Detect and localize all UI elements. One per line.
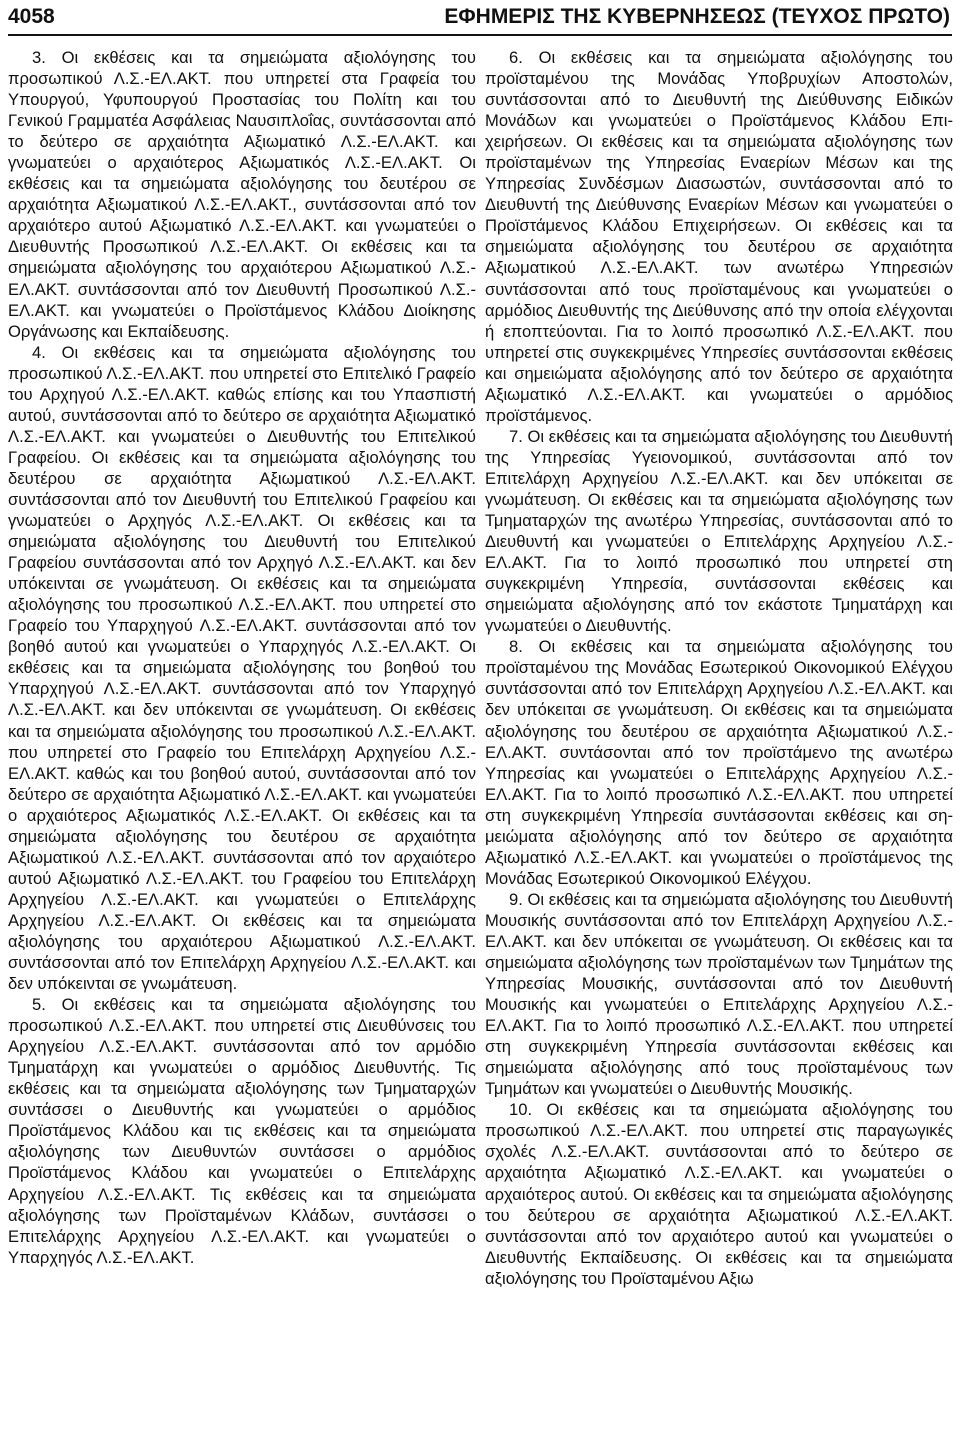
left-column	[8, 47, 476, 1268]
header-divider	[8, 34, 952, 36]
paragraph-10: 10. Οι εκθέσεις και τα σημειώματα αξιολόγησης του προσωπικού Λ.Σ.-ΕΛ.ΑΚΤ. που υπηρετεί στις παραγωγικές σχολές Λ.Σ.-ΕΛ.ΑΚΤ. συντάσσονται από το δεύτερο σε αρχαιότητα Αξιωματικό Λ.Σ.-ΕΛ.ΑΚΤ. και γνωματεύει ο αρχαιότερος αυτού. Οι εκθέσεις και τα σημειώματα αξιολόγησης του δεύτερου σε αρχαιότητα Αξιωματικού Λ.Σ.-ΕΛ.ΑΚΤ. συντάσσονται από τον αρχαιότερο αυτού και γνωματεύει ο Διευθυντής Εκπαίδευσης. Οι εκθέσεις και τα σημειώματα αξιολόγησης του Προϊσταμένου Αξιω	[485, 1100, 953, 1288]
paragraph-3: 3. Οι εκθέσεις και τα σημειώματα αξιολόγησης του προσωπικού Λ.Σ.-ΕΛ.ΑΚΤ. που υπηρετεί στα Γραφεία του Υπουργού, Υφυπουργού Προστασίας του Πολίτη και του Γενικού Γραμματέα Ασφάλειας Ναυσιπλοΐας, συντάσσονται από το δεύτερο σε αρχαιότητα Αξιωματικό Λ.Σ.-ΕΛ.ΑΚΤ. και γνωματεύει ο αρχαιότερος Αξιωματικός Λ.Σ.-ΕΛ.ΑΚΤ. Οι εκθέσεις και τα σημειώματα αξιολόγησης του δευτέρου σε αρχαιότητα Αξιωματικού Λ.Σ.-ΕΛ.ΑΚΤ., συντάσσονται από τον αρχαιότερο αυτού Αξιωματικό Λ.Σ.-ΕΛ.ΑΚΤ. και γνωματεύει ο Διευθυντής Προσωπικού Λ.Σ.-ΕΛ.ΑΚΤ. Οι εκθέσεις και τα σημειώματα αξιολόγησης του αρχαιότερου Αξιωματικού Λ.Σ.-ΕΛ.ΑΚΤ. συντάσσονται από τον Διευθυντή Προσωπικού Λ.Σ.-ΕΛ.ΑΚΤ. και γνωματεύει ο Προϊστάμενος Κλάδου Διοίκησης Οργάνωσης και Εκπαίδευσης.	[8, 48, 476, 341]
paragraph-9: 9. Οι εκθέσεις και τα σημειώματα αξιολόγησης του Διευθυντή Μουσικής συντάσσονται από τον Επιτελάρχη Αρχηγείου Λ.Σ.-ΕΛ.ΑΚΤ. και δεν υπόκειται σε γνωμάτευση. Οι εκθέσεις και τα σημειώματα αξιολόγησης των προϊσταμένων των Τμημάτων της Υπηρεσίας Μουσικής, συντάσσονται από τον Διευθυντή Μουσικής και γνωματεύει ο Επιτελάρχης Αρχηγείου Λ.Σ.-ΕΛ.ΑΚΤ. Για το λοιπό προσωπικό Λ.Σ.-ΕΛ.ΑΚΤ. που υπηρετεί στη συγκεκριμένη Υπηρεσία συντάσσονται εκθέσεις και σημειώματα αξιολόγησης από τους προϊσταμένους των Τμημάτων και γνωματεύει ο Διευθυντής Μουσικής.	[485, 889, 953, 1099]
paragraph-6: 6. Οι εκθέσεις και τα σημειώματα αξιολόγησης του προϊσταμένου της Μονάδας Υποβρυχίων Αποστολών, συντάσσονται από το Διευθυντή της Διεύθυνσης Ειδικών Μονάδων και γνωματεύει ο Προϊστάμενος Κλάδου Επιχειρήσεων. Οι εκθέσεις και τα σημειώματα αξιολόγησης των προϊσταμένων της Υπηρεσίας Εναερίων Μέσων και της Υπηρεσίας Συνδέσμων Διασωστών, συντάσσονται από το Διευθυντή της Διεύθυνσης Εναερίων Μέσων και γνωματεύει ο Προϊστάμενος Κλάδου Επιχειρήσεων. Οι εκθέσεις και τα σημειώματα αξιολόγησης του δευτέρου σε αρχαιότητα Αξιωματικού Λ.Σ.-ΕΛ.ΑΚΤ. των ανωτέρω Υπηρεσιών συντάσσονται από τους προϊσταμένους και γνωματεύει ο αρμόδιος Διευθυντής της Διεύθυνσης από την οποία ελέγχονται ή εποπτεύονται. Για το λοιπό προσωπικό Λ.Σ.-ΕΛ.ΑΚΤ. που υπηρετεί στις συγκεκριμένες Υπηρεσίες συντάσσονται εκθέσεις και σημειώματα αξιολόγησης από τον δεύτερο σε αρχαιότητα Αξιωματικό Λ.Σ.-ΕΛ.ΑΚΤ. και γνωματεύει ο αρμόδιος προϊστάμενος.	[485, 48, 953, 425]
page-header	[8, 2, 952, 32]
page-number: 4058	[8, 5, 55, 28]
paragraph-5: 5. Οι εκθέσεις και τα σημειώματα αξιολόγησης του προσωπικού Λ.Σ.-ΕΛ.ΑΚΤ. που υπηρετεί στις Διευθύνσεις του Αρχηγείου Λ.Σ.-ΕΛ.ΑΚΤ. συντάσσονται από τον αρμόδιο Τμηματάρχη και γνωματεύει ο αρμόδιος Διευθυντής. Τις εκθέσεις και τα σημειώματα αξιολόγησης των Τμηματαρχών συντάσσει ο Διευθυντής και γνωματεύει ο αρμόδιος Προϊστάμενος Κλάδου και τις εκθέσεις και τα σημειώματα αξιολόγησης των Διευθυντών συντάσσει ο αρμόδιος Προϊστάμενος Κλάδου και γνωματεύει ο Επιτελάρχης Αρχηγείου Λ.Σ.-ΕΛ.ΑΚΤ. Τις εκθέσεις και τα σημειώματα αξιολόγησης των Προϊσταμένων Κλάδων, συντάσσει ο Επιτελάρχης Αρχηγείου Λ.Σ.-ΕΛ.ΑΚΤ. και γνωματεύει ο Υπαρχηγός Λ.Σ.-ΕΛ.ΑΚΤ.	[8, 995, 476, 1267]
gazette-title: ΕΦΗΜΕΡΙΣ ΤΗΣ ΚΥΒΕΡΝΗΣΕΩΣ (ΤΕΥΧΟΣ ΠΡΩΤΟ)	[444, 5, 950, 28]
paragraph-4: 4. Οι εκθέσεις και τα σημειώματα αξιολόγησης του προσωπικού Λ.Σ.-ΕΛ.ΑΚΤ. που υπηρετεί στο Επιτελικό Γραφείο του Αρχηγού Λ.Σ.-ΕΛ.ΑΚΤ. καθώς επίσης και του Υπασπιστή αυτού, συντάσσονται από το δεύτερο σε αρχαιότητα Αξιωματικό Λ.Σ.-ΕΛ.ΑΚΤ. και γνωματεύει ο Διευθυντής του Επιτελικού Γραφείου. Οι εκθέσεις και τα σημειώματα αξιολόγησης του δευτέρου σε αρχαιότητα Αξιωματικού Λ.Σ.-ΕΛ.ΑΚΤ. συντάσσονται από τον Διευθυντή του Επιτελικού Γραφείου και γνωματεύει ο Αρχηγός Λ.Σ.-ΕΛ.ΑΚΤ. Οι εκθέσεις και τα σημειώματα αξιολόγησης του Διευθυντή του Επιτελικού Γραφείου συντάσσονται από τον Αρχηγό Λ.Σ.-ΕΛ.ΑΚΤ. και δεν υπόκεινται σε γνωμάτευση. Οι εκθέσεις και τα σημειώματα αξιολόγησης του προσωπικού Λ.Σ.-ΕΛ.ΑΚΤ. που υπηρετεί στο Γραφείο του Υπαρχηγού Λ.Σ.-ΕΛ.ΑΚΤ. συντάσσονται από τον βοηθό αυτού και γνωματεύει ο Υπαρχηγός Λ.Σ.-ΕΛ.ΑΚΤ. Οι εκθέσεις και τα σημειώματα αξιολόγησης του βοηθού του Υπαρχηγού Λ.Σ.-ΕΛ.ΑΚΤ. συντάσσονται από τον Υπαρχηγό Λ.Σ.-ΕΛ.ΑΚΤ. και δεν υπόκεινται σε γνωμάτευση. Οι εκθέσεις και τα σημειώματα αξιολόγησης του προσωπικού Λ.Σ.-ΕΛ.ΑΚΤ. που υπηρετεί στο Γραφείο του Επιτελάρχη Αρχηγείου Λ.Σ.-ΕΛ.ΑΚΤ. καθώς και του βοηθού αυτού, συντάσσονται από τον δεύτερο σε αρχαιότητα Αξιωματικό Λ.Σ.-ΕΛ.ΑΚΤ. και γνωματεύει ο αρχαιότερος Αξιωματικός Λ.Σ.-ΕΛ.ΑΚΤ. Οι εκθέσεις και τα σημειώματα αξιολόγησης του δευτέρου σε αρχαιότητα Αξιωματικού Λ.Σ.-ΕΛ.ΑΚΤ. συντάσσονται από τον αρχαιότερο αυτού Αξιωματικό Λ.Σ.-ΕΛ.ΑΚΤ. του Γραφείου του Επιτελάρχη Αρχηγείου Λ.Σ.-ΕΛ.ΑΚΤ. και γνωματεύει ο Επιτελάρχης Αρχηγείου Λ.Σ.-ΕΛ.ΑΚΤ. Οι εκθέσεις και τα σημειώματα αξιολόγησης του αρχαιότερου Αξιωματικού Λ.Σ.-ΕΛ.ΑΚΤ. συντάσσονται από τον Επιτελάρχη Αρχηγείου Λ.Σ.-ΕΛ.ΑΚΤ. και δεν υπόκεινται σε γνωμάτευση.	[8, 342, 476, 994]
paragraph-8: 8. Οι εκθέσεις και τα σημειώματα αξιολόγησης του προϊσταμένου της Μονάδας Εσωτερικού Οικονομικού Ελέγχου συντάσσονται από τον Επιτελάρχη Αρχηγείου Λ.Σ.-ΕΛ.ΑΚΤ. και δεν υπόκειται σε γνωμάτευση. Οι εκθέσεις και τα σημειώματα αξιολόγησης του δευτέρου σε αρχαιότητα Αξιωματικού Λ.Σ.-ΕΛ.ΑΚΤ. συντάσονται από τον προϊστάμενο της ανωτέρω Υπηρεσίας και γνωματεύει ο Επιτελάρχης Αρχηγείου Λ.Σ.-ΕΛ.ΑΚΤ. Για το λοιπό προσωπικό Λ.Σ.-ΕΛ.ΑΚΤ. που υπηρετεί στη συγκεκριμένη Υπηρεσία συντάσσονται εκθέσεις και σημειώματα αξιολόγησης από τον δεύτερο σε αρχαιότητα Αξιωματικό Λ.Σ.-ΕΛ.ΑΚΤ. και γνωματεύει ο προϊστάμενος της Μονάδας Εσωτερικού Οικονομικού Ελέγχου.	[485, 637, 953, 888]
right-column	[485, 47, 953, 1289]
paragraph-7: 7. Οι εκθέσεις και τα σημειώματα αξιολόγησης του Διευθυντή της Υπηρεσίας Υγειονομικού, συντάσσονται από τον Επιτελάρχη Αρχηγείου Λ.Σ.-ΕΛ.ΑΚΤ. και δεν υπόκειται σε γνωμάτευση. Οι εκθέσεις και τα σημειώματα αξιολόγησης των Τμηματαρχών της ανωτέρω Υπηρεσίας, συντάσσονται από το Διευθυντή και γνωματεύει ο Επιτελάρχης Αρχηγείου Λ.Σ.-ΕΛ.ΑΚΤ. Για το λοιπό προσωπικό που υπηρετεί στη συγκεκριμένη Υπηρεσία, συντάσσονται εκθέσεις και σημειώματα αξιολόγησης από τον εκάστοτε Τμηματάρχη και γνωματεύει ο Διευθυντής.	[485, 426, 953, 636]
